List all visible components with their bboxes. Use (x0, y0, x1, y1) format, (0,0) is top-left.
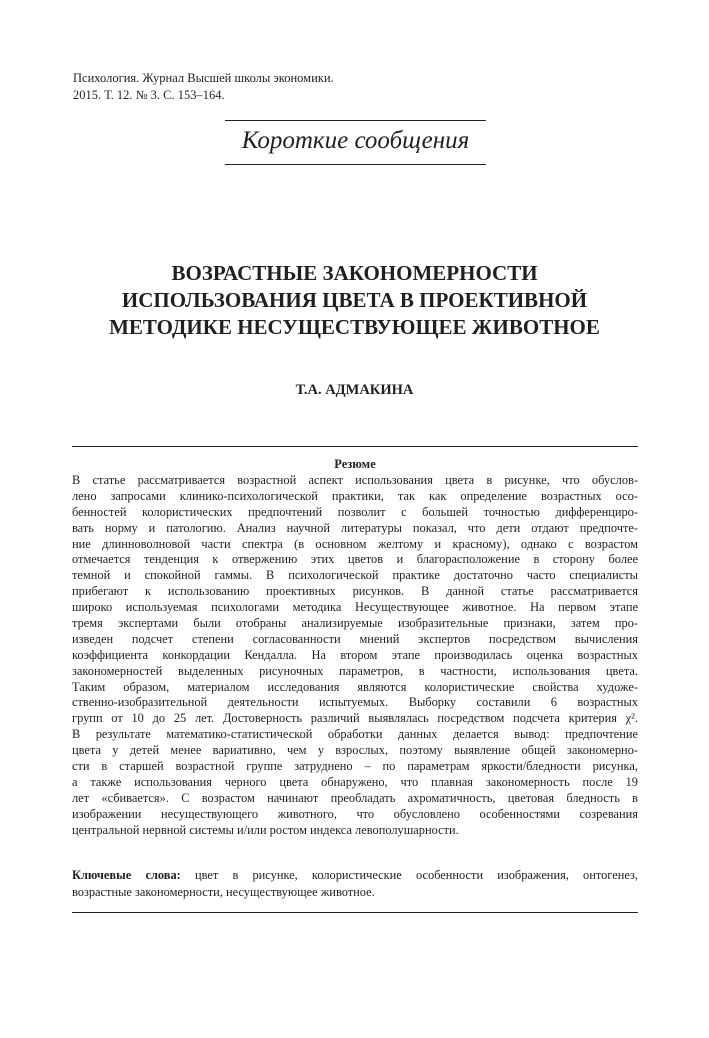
abstract-line: центральной нервной системы и/или ростом индекса левополушарности. (72, 822, 459, 837)
abstract-line: изображении несуществующего животного, что обусловлено особенностями созревания (72, 806, 638, 821)
abstract-line: коэффициента конкордации Кендалла. На втором этапе производилась оценка возрастных (72, 647, 638, 662)
abstract-line: цвета у детей менее вариативно, чем у взрослых, поэтому выявление общей закономерно- (72, 743, 638, 758)
abstract-heading: Резюме (334, 457, 376, 471)
abstract-line: Таким образом, материалом исследования являются колористические свойства художе- (72, 679, 638, 694)
keywords-line: возрастные закономерности, несуществующее животное. (72, 884, 375, 899)
abstract-line: а также использования черного цвета обнаружено, что плавная закономерность после 19 (72, 774, 638, 789)
abstract-line: отмечается тенденция к отвержению этих цветов и благорасположение в сторону более (72, 552, 638, 567)
abstract-line: лет «сбивается». С возрастом начинают преобладать ахроматичность, цветовая бледность в (72, 790, 638, 805)
keywords-text: цвет в рисунке, колористические особенности изображения, онтогенез, (180, 868, 638, 882)
abstract-rule-top (72, 446, 638, 447)
keywords-block (72, 867, 638, 900)
article-title-line: ВОЗРАСТНЫЕ ЗАКОНОМЕРНОСТИ (171, 261, 538, 285)
abstract-line: вать норму и патологию. Анализ научной литературы показал, что дети отдают предпочте- (72, 520, 638, 535)
abstract-line: темной и спокойной гаммы. В психологической практике достаточно часто специалисты (72, 568, 638, 583)
abstract-line: тремя экспертами были отобраны анализируемые изобразительные признаки, затем про- (72, 616, 638, 631)
abstract-line: прибегают к использованию проективных рисунков. В данной статье рассматривается (72, 584, 638, 599)
abstract-line: бенностей колористических предпочтений позволит с большей точностью дифференциро- (72, 504, 638, 519)
article-title-line: ИСПОЛЬЗОВАНИЯ ЦВЕТА В ПРОЕКТИВНОЙ (121, 288, 588, 312)
journal-issue: 2015. Т. 12. № 3. С. 153–164. (73, 88, 225, 102)
section-title: Короткие сообщения (241, 127, 470, 154)
abstract-line: ние длинноволновой части спектра (в основном желтому и красному), однако с возрастом (72, 536, 638, 551)
abstract-line: В статье рассматривается возрастной аспект использования цвета в рисунке, что обуслов- (72, 473, 638, 487)
abstract-line: широко используемая психологами методика Несуществующее животное. На первом этапе (72, 600, 638, 615)
abstract-line: групп от 10 до 25 лет. Достоверность различий выявлялась посредством подсчета критерия χ². (72, 711, 638, 726)
journal-name: Психология. Журнал Высшей школы экономики. (73, 71, 334, 85)
author-name: Т.А. АДМАКИНА (295, 382, 414, 398)
abstract-line: В результате математико-статистической обработки данных делается вывод: предпочтение (72, 727, 638, 742)
keywords-label: Ключевые слова: (72, 868, 181, 882)
abstract-line: ственно-изобразительной деятельности испытуемых. Выборку составили 6 возрастных (72, 695, 638, 710)
abstract-text (72, 473, 638, 838)
abstract-line: изведен подсчет степени согласованности мнений экспертов посредством вычисления (72, 631, 638, 646)
section-rule-top (225, 120, 486, 121)
article-title (60, 260, 649, 341)
journal-citation (73, 70, 334, 104)
abstract-line: закономерностей выделенных рисуночных параметров, в частности, использования цвета. (72, 663, 638, 678)
keywords-rule-bottom (72, 912, 638, 913)
article-title-line: МЕТОДИКЕ НЕСУЩЕСТВУЮЩЕЕ ЖИВОТНОЕ (109, 315, 600, 339)
section-rule-bottom (225, 164, 486, 165)
abstract-line: сти в старшей возрастной группе затруднено – по параметрам яркости/бледности рисунка, (72, 759, 638, 774)
abstract-line: лено запросами клинико-психологической практики, так как определение возрастных осо- (72, 488, 638, 503)
keywords-line (72, 867, 638, 884)
